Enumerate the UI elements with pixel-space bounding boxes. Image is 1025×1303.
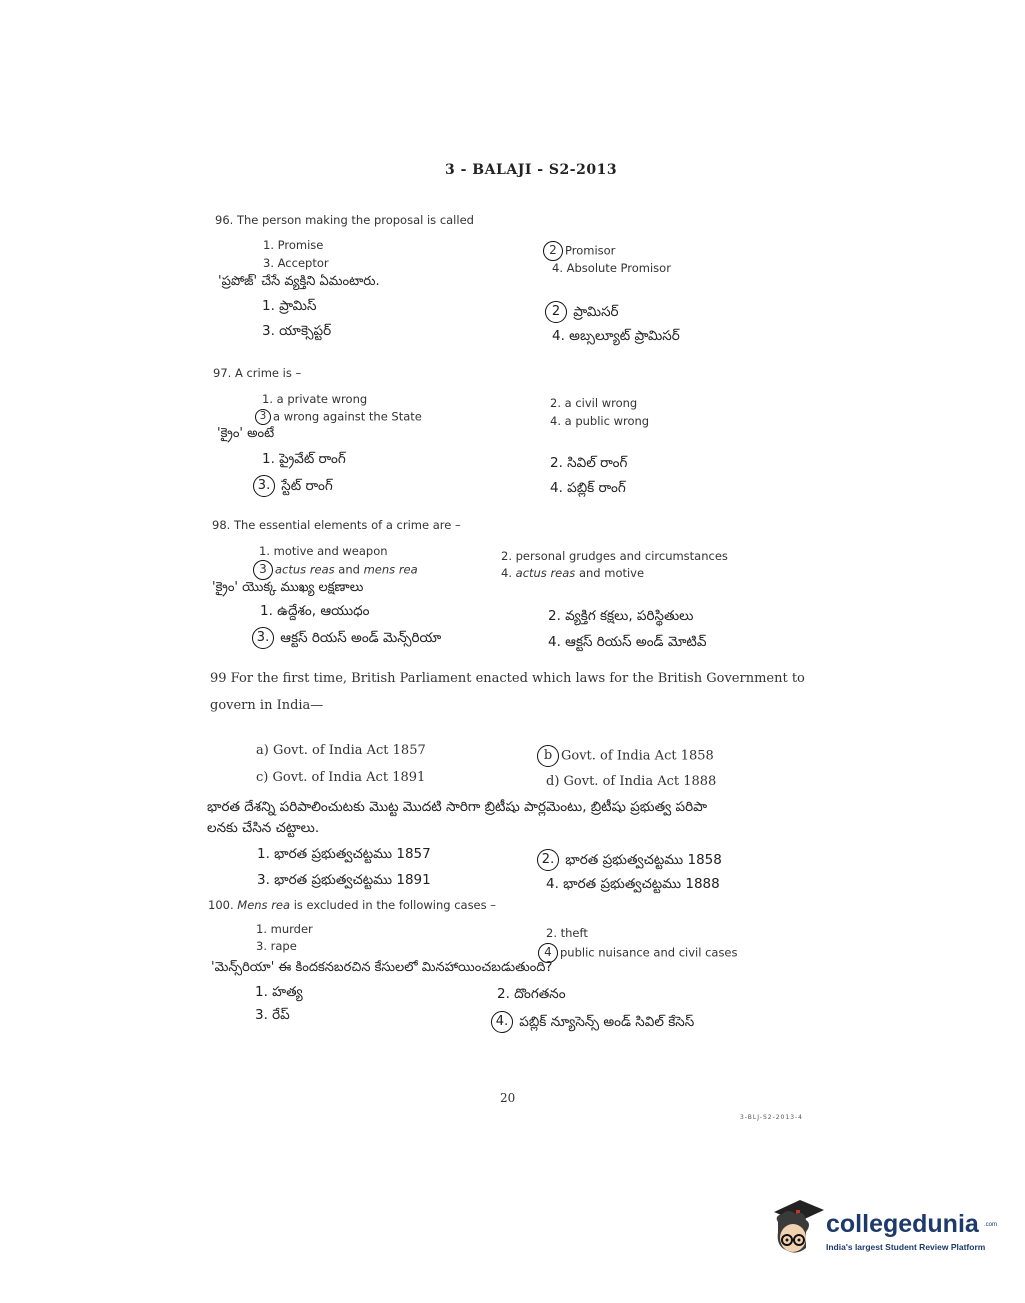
question-100-number: 100. [208,898,238,912]
q100-option-4-text: public nuisance and civil cases [560,945,738,960]
q98-telugu-option-3 [252,627,441,649]
question-99-line-2: govern in India— [210,698,324,713]
q98-telugu-option-1: 1. ఉద్దేశం, ఆయుధం [260,603,370,619]
student-mascot-icon [766,1196,826,1276]
q98-telugu-option-3-text: ఆక్టస్ రియస్ అండ్ మెన్స్‌రియా [280,630,442,646]
q99-telugu-option-4: 4. భారత ప్రభుత్వచట్టము 1888 [546,876,720,892]
q99-telugu-option-2-text: భారత ప్రభుత్వచట్టము 1858 [565,852,722,868]
question-96: 96. The person making the proposal is called [215,213,474,227]
q99-option-b [537,745,714,767]
q97-telugu-option-4: 4. పబ్లిక్ రాంగ్ [550,480,626,496]
page-number: 20 [500,1091,516,1105]
answer-circle: 2. [537,849,559,871]
q98-telugu-question: 'క్రైం' యొక్క ముఖ్య లక్షణాలు [212,580,364,595]
logo-tagline: India's largest Student Review Platform [826,1242,986,1252]
q96-telugu-option-2 [545,301,619,323]
q96-option-3: 3. Acceptor [263,256,329,270]
q96-option-4: 4. Absolute Promisor [552,261,671,275]
q97-option-2: 2. a civil wrong [550,396,638,410]
q99-option-b-text: Govt. of India Act 1858 [561,748,714,764]
q99-telugu-question-line-1: భారత దేశన్ని పరిపాలించుటకు మొట్ట మొదటి సారిగా బ్రిటీషు పార్లమెంటు, బ్రిటీషు ప్రభుత్వ పరిపా [207,799,708,815]
answer-circle: b [537,745,559,767]
q100-option-2: 2. theft [546,926,588,940]
q98-option-3-connector: and [334,562,364,577]
q99-telugu-option-2 [537,849,722,871]
q100-option-3: 3. rape [256,939,297,953]
q96-option-1: 1. Promise [263,238,324,252]
q98-telugu-option-4: 4. ఆక్టస్ రియస్ అండ్ మోటివ్ [548,634,707,650]
q96-telugu-option-2-text: ప్రామిసర్ [573,304,619,320]
q97-option-1: 1. a private wrong [262,392,368,406]
answer-circle: 4 [538,943,558,963]
q97-telugu-option-1: 1. ప్రైవేట్ రాంగ్ [262,451,346,467]
q99-option-c: c) Govt. of India Act 1891 [256,770,426,785]
q98-option-1: 1. motive and weapon [259,544,388,558]
question-100 [208,898,496,912]
q98-option-3 [253,560,418,580]
question-97: 97. A crime is – [213,366,302,380]
page-header: 3 - BALAJI - S2-2013 [445,162,618,178]
q98-telugu-option-2: 2. వ్యక్తిగ కక్షలు, పరిస్థితులు [548,608,694,624]
q97-telugu-question: 'క్రైం' అంటే [217,426,275,441]
q96-option-2 [543,241,615,261]
q98-option-4 [501,566,644,580]
q97-option-3 [255,409,422,425]
q100-option-1: 1. murder [256,922,313,936]
q97-option-4: 4. a public wrong [550,414,650,428]
answer-circle: 4. [491,1011,513,1033]
logo-domain: .com [984,1222,998,1228]
answer-circle: 3. [252,627,274,649]
q96-telugu-question: 'ప్రపోజ్' చేసే వ్యక్తిని ఏమంటారు. [218,274,380,289]
collegedunia-logo[interactable] [766,1196,996,1276]
answer-circle: 2 [543,241,563,261]
question-100-text: is excluded in the following cases – [290,898,497,912]
q96-telugu-option-1: 1. ప్రామిస్ [262,298,317,314]
q98-option-4-suffix: and motive [575,566,645,580]
q100-telugu-option-4-text: పబ్లిక్ న్యూసెన్స్ అండ్ సివిల్ కేసెస్ [519,1014,695,1030]
question-98: 98. The essential elements of a crime are – [212,518,461,532]
q100-telugu-question: 'మెన్స్‌రియా' ఈ కిందకనబరచిన కేసులలో మినహాయించబడుతుంది? [211,960,553,975]
q98-option-3-term-2: mens rea [363,562,418,577]
paper-code: 3-BLJ-S2-2013-4 [740,1114,803,1121]
q99-telugu-option-3: 3. భారత ప్రభుత్వచట్టము 1891 [257,872,431,888]
question-99-line-1: 99 For the first time, British Parliament enacted which laws for the British Government to [210,671,805,686]
q99-telugu-question-line-2: లనకు చేసిన చట్టాలు. [207,820,320,836]
q100-telugu-option-4 [491,1011,694,1033]
q97-telugu-option-3 [253,475,333,497]
q100-telugu-option-1: 1. హత్య [255,984,303,1000]
q100-telugu-option-3: 3. రేప్ [255,1007,290,1023]
q96-option-2-text: Promisor [565,243,616,258]
answer-circle: 3. [253,475,275,497]
answer-circle: 3 [255,409,271,425]
answer-circle: 2 [545,301,567,323]
q98-option-3-term: actus reas [275,562,335,577]
q96-telugu-option-3: 3. యాక్సెప్టర్ [262,323,332,339]
question-100-term: Mens rea [237,898,291,912]
q99-telugu-option-1: 1. భారత ప్రభుత్వచట్టము 1857 [257,846,431,862]
q97-option-3-text: a wrong against the State [273,409,422,424]
logo-wordmark: collegedunia [826,1210,979,1238]
q100-option-4 [538,943,738,963]
q100-telugu-option-2: 2. దొంగతనం [497,986,566,1002]
q98-option-4-prefix: 4. [501,566,516,580]
q97-telugu-option-3-text: స్టేట్ రాంగ్ [281,478,333,494]
q99-option-a: a) Govt. of India Act 1857 [256,743,426,758]
q98-option-4-term: actus reas [515,566,576,580]
q97-telugu-option-2: 2. సివిల్ రాంగ్ [550,455,628,471]
q96-telugu-option-4: 4. అబ్సల్యూట్ ప్రామిసర్ [552,328,680,344]
q99-option-d: d) Govt. of India Act 1888 [546,774,717,789]
answer-circle: 3 [253,560,273,580]
q98-option-2: 2. personal grudges and circumstances [501,549,728,563]
